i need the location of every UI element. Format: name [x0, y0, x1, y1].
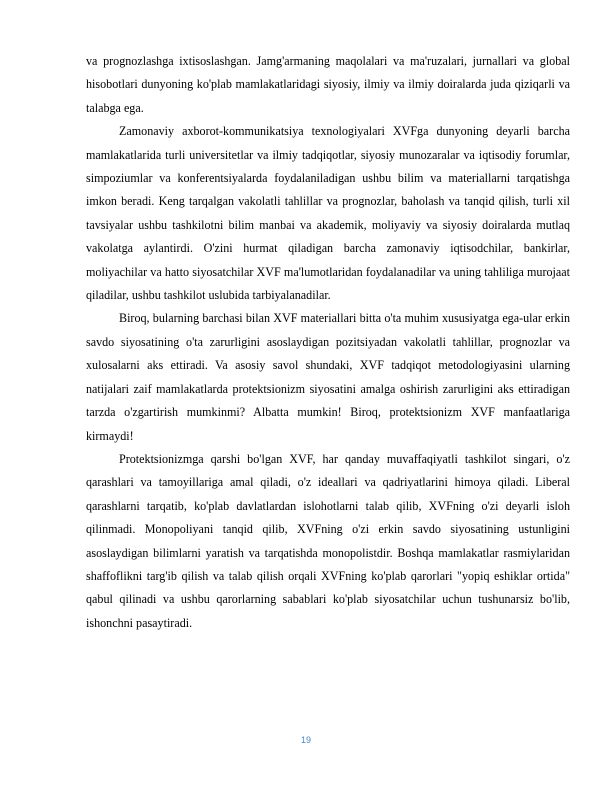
paragraph-4: Protektsionizmga qarshi bo'lgan XVF, har qanday muvaffaqiyatli tashkilot singari, o'z qarashlari va tamoyillariga amal qiladi, o'z ideallari va qadriyatlarini himoya qiladi. Liberal qarashlarni tarqatib, ko'plab davlatlardan islohotlarni talab qilib, XVFning o'zi deyarli isloh qilinmadi. Monopoliyani tanqid qilib, XVFning o'zi erkin savdo siyosatining ustunligini asoslaydigan bilimlarni yaratish va tarqatishda monopolistdir. Boshqa mamlakatlar rasmiylaridan shaffoflikni targ'ib qilish va talab qilish orqali XVFning ko'plab qarorlari "yopiq eshiklar ortida" qabul qilinadi va ushbu qarorlarning sabablari ko'plab siyosatchilar uchun tushunarsiz bo'lib, ishonchni pasaytiradi.	[86, 451, 570, 630]
paragraph-2: Zamonaviy axborot-kommunikatsiya texnologiyalari XVFga dunyoning deyarli barcha mamlakatlarida turli universitetlar va ilmiy tadqiqotlar, siyosiy munozaralar va iqtisodiy forumlar, simpoziumlar va konferentsiyalarda foydalaniladigan ushbu bilim va materiallarni tarqatishga imkon beradi. Keng tarqalgan vakolatli tahlillar va prognozlar, baholash va tanqid qilish, turli xil tavsiyalar ushbu tashkilotni bilim manbai va akademik, moliyaviy va siyosiy doiralarda mutlaq vakolatga aylantirdi. O'zini hurmat qiladigan barcha zamonaviy iqtisodchilar, bankirlar, moliyachilar va hatto siyosatchilar XVF ma'lumotlaridan foydalanadilar va uning tahliliga murojaat qiladilar, ushbu tashkilot uslubida tarbiyalanadilar.	[86, 124, 570, 303]
document-body	[86, 50, 570, 635]
page-number: 19	[300, 735, 311, 745]
paragraph-1: va prognozlashga ixtisoslashgan. Jamg'armaning maqolalari va ma'ruzalari, jurnallari va global hisobotlari dunyoning ko'plab mamlakatlaridagi siyosiy, ilmiy va ilmiy doiralarda juda qiziqarli va talabga ega.	[86, 54, 570, 115]
paragraph-3: Biroq, bularning barchasi bilan XVF materiallari bitta o'ta muhim xususiyatga ega-ular erkin savdo siyosatining o'ta zarurligini asoslaydigan pozitsiyadan vakolatli tahlillar, prognozlar va xulosalarni aks ettiradi. Va asosiy savol shundaki, XVF tadqiqot metodologiyasini ularning natijalari zaif mamlakatlarda protektsionizm siyosatini amalga oshirish zarurligini aks ettiradigan tarzda o'zgartirish mumkinmi? Albatta mumkin! Biroq, protektsionizm XVF manfaatlariga kirmaydi!	[86, 311, 570, 443]
